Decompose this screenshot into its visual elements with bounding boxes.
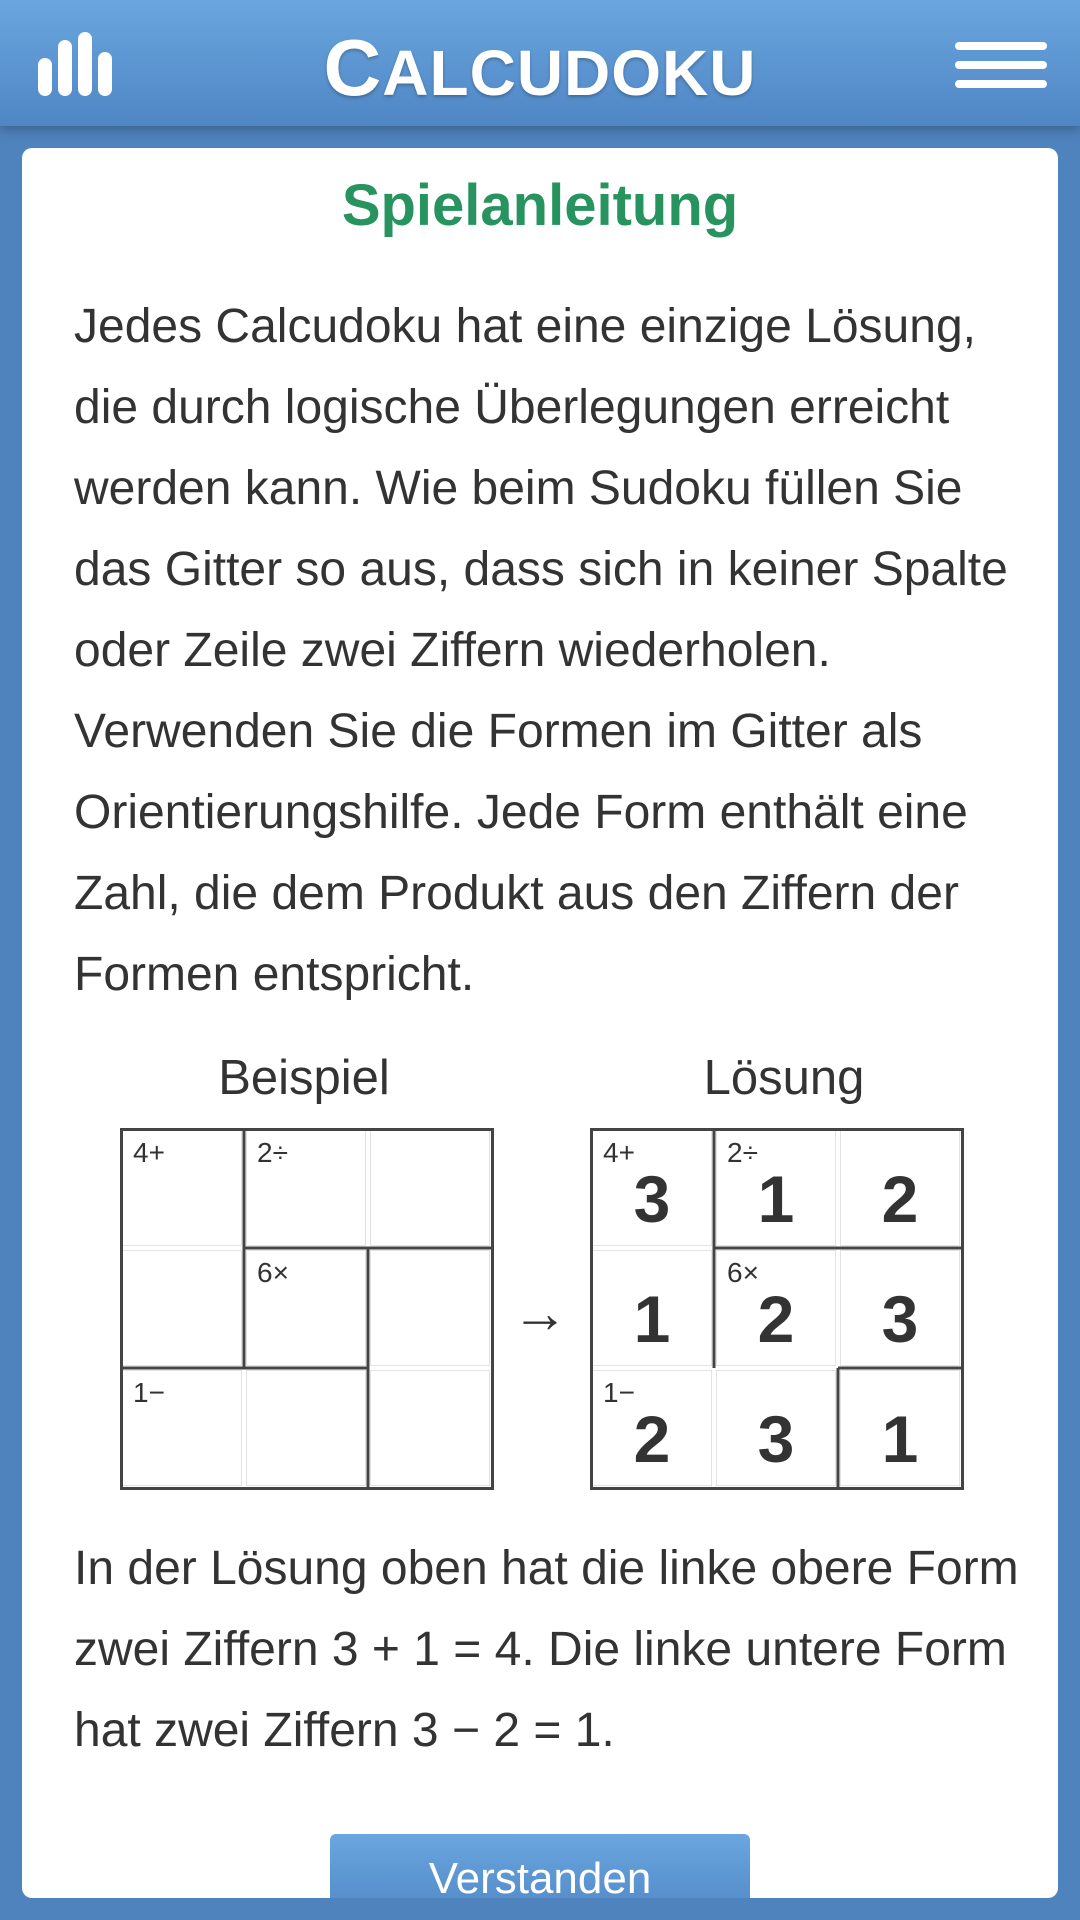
cell-value: 2 (633, 1402, 671, 1476)
example-label: Beispiel (218, 1051, 390, 1105)
instructions-card (22, 148, 1058, 1898)
cell-value: 2 (881, 1162, 919, 1236)
cell-value: 1 (881, 1402, 919, 1476)
hamburger-menu-icon[interactable] (955, 40, 1047, 90)
arrow-icon: → (512, 1281, 568, 1344)
cage-clue: 2÷ (257, 1137, 288, 1168)
cell-value: 3 (633, 1162, 671, 1236)
example-grid (120, 1128, 494, 1490)
solution-cage-borders (590, 1128, 964, 1490)
example-cage-borders (120, 1128, 494, 1490)
cell-value: 1 (633, 1282, 671, 1356)
app-title: CALCUDOKU (323, 23, 757, 112)
solution-explanation: In der Lösung oben hat die linke obere Form zwei Ziffern 3 + 1 = 4. Die linke untere Form hat zwei Ziffern 3 − 2 = 1. (74, 1542, 1019, 1757)
cage-clue: 2÷ (727, 1137, 758, 1168)
cell-value: 2 (757, 1282, 795, 1356)
cage-clue: 4+ (603, 1137, 635, 1168)
cage-clue: 4+ (133, 1137, 165, 1168)
cell-value: 3 (881, 1282, 919, 1356)
cell-value: 1 (757, 1162, 795, 1236)
cage-clue: 6× (257, 1257, 289, 1288)
instructions-title: Spielanleitung (341, 173, 739, 238)
cell-value: 3 (757, 1402, 795, 1476)
app-header (0, 0, 1080, 126)
cage-clue: 1− (603, 1377, 635, 1408)
cage-clue: 6× (727, 1257, 759, 1288)
solution-label: Lösung (703, 1051, 865, 1105)
cage-clue: 1− (133, 1377, 165, 1408)
solution-grid (590, 1128, 964, 1490)
instructions-intro: Jedes Calcudoku hat eine einzige Lösung, die durch logische Überlegungen erreicht werden kann. Wie beim Sudoku füllen Sie das Gitter so aus, dass sich in keiner Spalte oder Zeile zwei Ziffern wiederholen. Verwenden Sie die Formen im Gitter als Orientierungshilfe. Jede Form enthält eine Zahl, die dem Produkt aus den Ziffern der Formen entspricht. (74, 300, 1008, 1001)
understood-button[interactable]: Verstanden (330, 1834, 750, 1898)
